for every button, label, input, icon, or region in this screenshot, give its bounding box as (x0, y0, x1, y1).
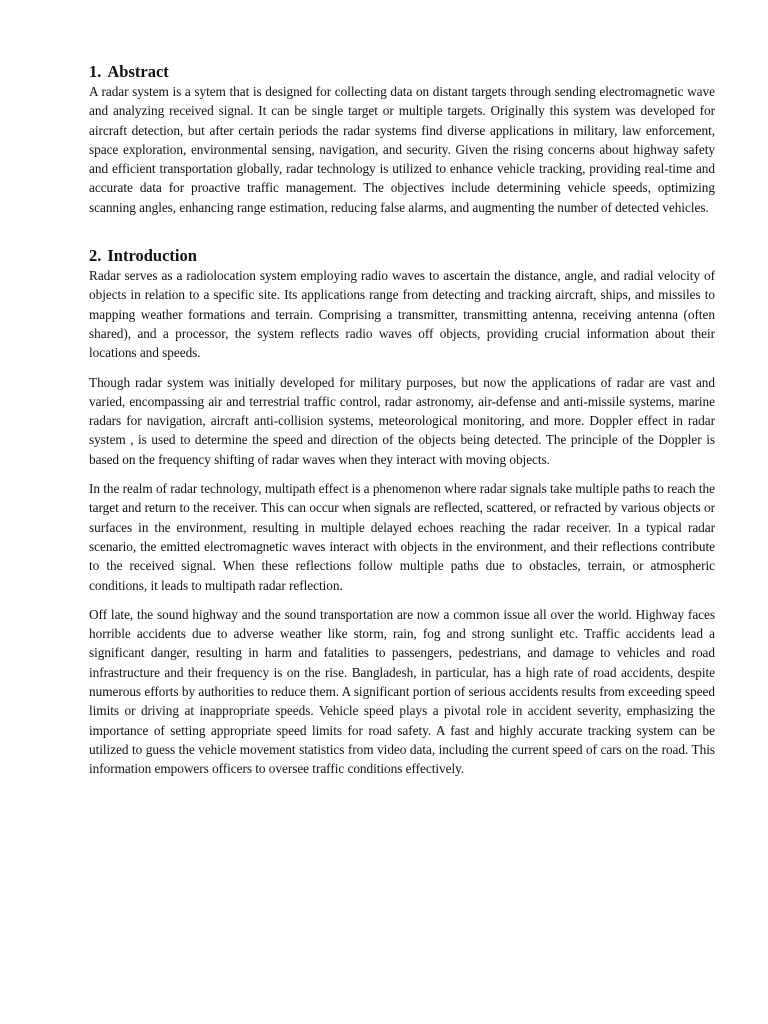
section-heading-abstract (89, 62, 715, 82)
document-page (89, 62, 715, 779)
section-title: Abstract (107, 62, 169, 81)
section-abstract (89, 62, 715, 217)
section-heading-introduction (89, 246, 715, 266)
paragraph: Though radar system was initially developed for military purposes, but now the applications of radar are vast and varied, encompassing air and terrestrial traffic control, radar astronomy, air-defense and anti-missile systems, marine radars for navigation, aircraft anti-collision systems, meteorological monitoring, and more. Doppler effect in radar system , is used to determine the speed and direction of the objects being detected. The principle of the Doppler is based on the frequency shifting of radar waves when they interact with moving objects. (89, 374, 715, 467)
paragraph: Radar serves as a radiolocation system employing radio waves to ascertain the distance, angle, and radial velocity of objects in relation to a specific site. Its applications range from detecting and tracking aircraft, ships, and missiles to mapping weather formations and terrain. Comprising a transmitter, transmitting antenna, receiving antenna (often shared), and a processor, the system reflects radio waves off objects, providing crucial information about their locations and speeds. (89, 268, 715, 361)
section-title: Introduction (107, 246, 197, 266)
section-number: 1. (89, 62, 102, 81)
paragraph: Off late, the sound highway and the sound transportation are now a common issue all over the world. Highway faces horrible accidents due to adverse weather like storm, rain, fog and strong sunlight etc. Traffic accidents lead a significant danger, resulting in harm and fatalities to passengers, pedestrians, and damage to vehicles and road infrastructure and their frequency is on the rise. Bangladesh, in particular, has a high rate of road accidents, despite numerous efforts by authorities to reduce them. A significant portion of serious accidents results from exceeding speed limits or driving at inappropriate speeds. Vehicle speed plays a pivotal role in accident severity, emphasizing the importance of setting appropriate speed limits for road safety. A fast and highly accurate tracking system can be utilized to guess the vehicle movement statistics from video data, including the current speed of cars on the road. This information empowers officers to oversee traffic conditions effectively. (89, 606, 715, 777)
paragraph: In the realm of radar technology, multipath effect is a phenomenon where radar signals take multiple paths to reach the target and return to the receiver. This can occur when signals are reflected, scattered, or refracted by various objects or surfaces in the environment, resulting in multiple delayed echoes reaching the radar receiver. In a typical radar scenario, the emitted electromagnetic waves interact with objects in the environment, and their reflections contribute to the received signal. When these reflections follow multiple paths due to obstacles, terrain, or atmospheric conditions, it leads to multipath radar reflection. (89, 481, 715, 593)
section-number: 2. (89, 246, 102, 266)
paragraph: A radar system is a sytem that is designed for collecting data on distant targets through sending electromagnetic wave and analyzing received signal. It can be single target or multiple targets. Originally this system was developed for aircraft detection, but after certain periods the radar systems find diverse applications in military, law enforcement, space exploration, environmental sensing, navigation, and security. Given the rising concerns about highway safety and efficient transportation globally, radar technology is utilized to enhance vehicle tracking, providing real-time and accurate data for proactive traffic management. The objectives include determining vehicle speeds, optimizing scanning angles, enhancing range estimation, reducing false alarms, and augmenting the number of detected vehicles. (89, 84, 715, 215)
section-introduction (89, 246, 715, 778)
